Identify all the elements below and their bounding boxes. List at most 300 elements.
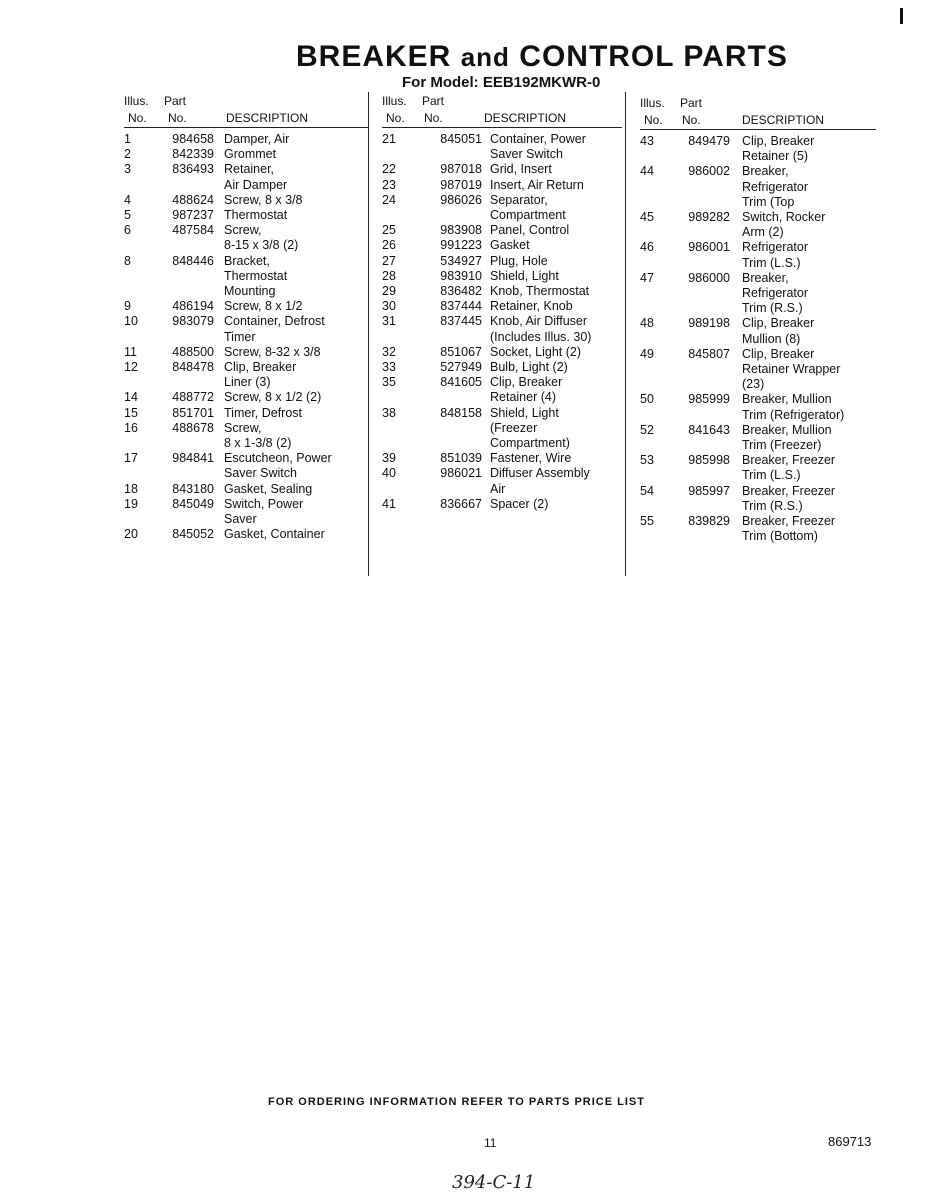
description-line: Bracket, xyxy=(224,253,270,268)
table-row xyxy=(382,178,627,193)
table-row xyxy=(640,210,880,240)
description-line: Refrigerator xyxy=(742,179,808,194)
illus-number: 35 xyxy=(382,375,396,390)
description-line: Screw, xyxy=(224,420,262,435)
description-line: Trim (Bottom) xyxy=(742,529,818,544)
part-description xyxy=(224,497,364,527)
table-row xyxy=(124,254,364,300)
part-description xyxy=(742,210,880,240)
part-number: 983908 xyxy=(440,223,482,238)
description-line: Breaker, Freezer xyxy=(742,453,836,468)
part-description xyxy=(490,254,627,269)
description-line: Grommet xyxy=(224,147,277,162)
part-number: 843180 xyxy=(172,481,214,496)
part-number: 841643 xyxy=(688,422,730,437)
header-part: Part xyxy=(422,94,445,108)
part-number: 983910 xyxy=(440,268,482,283)
part-description xyxy=(490,178,627,193)
description-line: Compartment) xyxy=(490,436,570,451)
description-line: Clip, Breaker xyxy=(224,360,297,375)
description-line: Clip, Breaker xyxy=(742,346,815,361)
description-line: Shield, Light xyxy=(490,268,559,283)
illus-number: 31 xyxy=(382,314,396,329)
table-row xyxy=(124,482,364,497)
description-line: (Includes Illus. 30) xyxy=(490,329,592,344)
part-number: 487584 xyxy=(172,223,214,238)
description-line: Insert, Air Return xyxy=(490,177,584,192)
part-description xyxy=(742,453,880,483)
part-description xyxy=(224,421,364,451)
description-line: Trim (Freezer) xyxy=(742,438,822,453)
description-line: Timer xyxy=(224,329,256,344)
illus-number: 5 xyxy=(124,208,131,223)
illus-number: 20 xyxy=(124,527,138,542)
header-rule xyxy=(124,127,368,128)
table-row xyxy=(382,284,627,299)
description-line: Gasket, Container xyxy=(224,527,325,542)
illus-number: 27 xyxy=(382,253,396,268)
page-title xyxy=(296,40,788,74)
part-number: 984841 xyxy=(172,451,214,466)
table-row xyxy=(382,466,627,496)
description-line: Thermostat xyxy=(224,268,288,283)
description-line: Breaker, Freezer xyxy=(742,483,836,498)
description-line: Screw, 8 x 1/2 (2) xyxy=(224,390,322,405)
table-row xyxy=(124,162,364,192)
illus-number: 48 xyxy=(640,316,654,331)
part-description xyxy=(490,466,627,496)
part-description xyxy=(224,299,364,314)
illus-number: 54 xyxy=(640,483,654,498)
illus-number: 19 xyxy=(124,496,138,511)
table-row xyxy=(382,254,627,269)
part-number: 851067 xyxy=(440,344,482,359)
part-number: 836667 xyxy=(440,496,482,511)
description-line: Container, Defrost xyxy=(224,314,325,329)
part-number: 989282 xyxy=(688,210,730,225)
header-part-no: No. xyxy=(168,111,187,125)
part-number: 985997 xyxy=(688,483,730,498)
description-line: Trim (R.S.) xyxy=(742,301,803,316)
illus-number: 26 xyxy=(382,238,396,253)
description-line: Trim (R.S.) xyxy=(742,498,803,513)
header-part-no: No. xyxy=(682,113,701,127)
part-description xyxy=(490,451,627,466)
part-number: 841605 xyxy=(440,375,482,390)
table-row xyxy=(640,271,880,317)
part-description xyxy=(224,208,364,223)
description-line: Spacer (2) xyxy=(490,496,549,511)
header-illus: Illus. xyxy=(382,94,407,108)
document-number: 869713 xyxy=(828,1134,872,1149)
description-line: Retainer (5) xyxy=(742,149,808,164)
part-number: 845052 xyxy=(172,527,214,542)
description-line: Panel, Control xyxy=(490,223,570,238)
part-description xyxy=(742,316,880,346)
table-row xyxy=(640,392,880,422)
illus-number: 39 xyxy=(382,451,396,466)
part-number: 486194 xyxy=(172,299,214,314)
table-row xyxy=(640,134,880,164)
illus-number: 22 xyxy=(382,162,396,177)
part-number: 986001 xyxy=(688,240,730,255)
illus-number: 11 xyxy=(124,344,137,359)
header-rule xyxy=(640,129,876,130)
illus-number: 1 xyxy=(124,132,131,146)
illus-number: 33 xyxy=(382,360,396,375)
part-description xyxy=(490,269,627,284)
part-description xyxy=(224,193,364,208)
illus-number: 15 xyxy=(124,405,138,420)
table-row xyxy=(124,193,364,208)
table-row xyxy=(124,314,364,344)
description-line: Breaker, xyxy=(742,164,789,179)
part-description xyxy=(742,484,880,514)
description-line: 8 x 1-3/8 (2) xyxy=(224,436,292,451)
description-line: Screw, 8 x 1/2 xyxy=(224,299,303,314)
part-number: 986000 xyxy=(688,270,730,285)
part-number: 986021 xyxy=(440,466,482,481)
part-description xyxy=(224,482,364,497)
table-row xyxy=(640,423,880,453)
description-line: (23) xyxy=(742,377,765,392)
part-description xyxy=(490,345,627,360)
description-line: Switch, Power xyxy=(224,496,304,511)
description-line: Refrigerator xyxy=(742,240,808,255)
part-number: 837444 xyxy=(440,299,482,314)
part-description xyxy=(490,314,627,344)
part-description xyxy=(742,392,880,422)
table-row xyxy=(124,223,364,253)
illus-number: 6 xyxy=(124,223,131,238)
title-control-parts: CONTROL PARTS xyxy=(519,40,788,73)
part-number: 987237 xyxy=(172,208,214,223)
header-no: No. xyxy=(644,113,663,127)
part-description xyxy=(490,299,627,314)
header-rule xyxy=(382,127,622,128)
illus-number: 38 xyxy=(382,405,396,420)
table-row xyxy=(382,223,627,238)
table-row xyxy=(124,345,364,360)
part-description xyxy=(490,406,627,452)
table-row xyxy=(124,390,364,405)
description-line: Switch, Rocker xyxy=(742,210,826,225)
part-number: 848446 xyxy=(172,253,214,268)
description-line: Saver xyxy=(224,512,257,527)
table-row xyxy=(382,360,627,375)
part-number: 987019 xyxy=(440,177,482,192)
part-description xyxy=(224,360,364,390)
table-row xyxy=(124,299,364,314)
table-row xyxy=(640,514,880,544)
illus-number: 16 xyxy=(124,420,138,435)
description-line: Separator, xyxy=(490,192,548,207)
part-description xyxy=(224,147,364,162)
table-row xyxy=(124,527,364,542)
table-row xyxy=(382,162,627,177)
table-row xyxy=(640,484,880,514)
title-and: and xyxy=(460,42,510,72)
page-number: 11 xyxy=(484,1136,497,1150)
description-line: Retainer (4) xyxy=(490,390,556,405)
illus-number: 55 xyxy=(640,514,654,529)
header-description: DESCRIPTION xyxy=(226,111,309,125)
part-number: 849479 xyxy=(688,134,730,148)
part-number: 845051 xyxy=(440,132,482,146)
description-line: Retainer, Knob xyxy=(490,299,573,314)
description-line: 8-15 x 3/8 (2) xyxy=(224,238,299,253)
illus-number: 44 xyxy=(640,164,654,179)
description-line: Breaker, xyxy=(742,270,789,285)
description-line: Damper, Air xyxy=(224,132,290,146)
description-line: Knob, Air Diffuser xyxy=(490,314,588,329)
description-line: Diffuser Assembly xyxy=(490,466,590,481)
description-line: Trim (Refrigerator) xyxy=(742,407,845,422)
part-number: 837445 xyxy=(440,314,482,329)
header-no: No. xyxy=(386,111,405,125)
header-illus: Illus. xyxy=(640,96,665,110)
part-description xyxy=(224,345,364,360)
part-number: 488678 xyxy=(172,420,214,435)
description-line: Clip, Breaker xyxy=(742,316,815,331)
illus-number: 49 xyxy=(640,346,654,361)
description-line: Thermostat xyxy=(224,208,288,223)
description-line: Mullion (8) xyxy=(742,331,801,346)
illus-number: 25 xyxy=(382,223,396,238)
column-divider-2 xyxy=(625,92,626,576)
description-line: Arm (2) xyxy=(742,225,784,240)
part-number: 989198 xyxy=(688,316,730,331)
description-line: Clip, Breaker xyxy=(490,375,563,390)
part-description xyxy=(224,254,364,300)
description-line: Bulb, Light (2) xyxy=(490,360,568,375)
table-row xyxy=(640,316,880,346)
part-description xyxy=(224,406,364,421)
illus-number: 2 xyxy=(124,147,131,162)
part-description xyxy=(490,497,627,512)
illus-number: 9 xyxy=(124,299,131,314)
part-description xyxy=(224,314,364,344)
part-number: 986026 xyxy=(440,192,482,207)
description-line: Timer, Defrost xyxy=(224,405,303,420)
part-number: 985998 xyxy=(688,453,730,468)
part-number: 985999 xyxy=(688,392,730,407)
part-description xyxy=(742,134,880,164)
illus-number: 21 xyxy=(382,132,396,146)
part-number: 848158 xyxy=(440,405,482,420)
description-line: Trim (L.S.) xyxy=(742,468,801,483)
description-line: Saver Switch xyxy=(224,466,297,481)
part-number: 851701 xyxy=(172,405,214,420)
description-line: Grid, Insert xyxy=(490,162,552,177)
part-description xyxy=(224,390,364,405)
table-row xyxy=(382,269,627,284)
table-row xyxy=(382,375,627,405)
description-line: Air xyxy=(490,481,506,496)
illus-number: 10 xyxy=(124,314,138,329)
table-row xyxy=(124,421,364,451)
description-line: Trim (L.S.) xyxy=(742,255,801,270)
description-line: (Freezer xyxy=(490,420,538,435)
illus-number: 40 xyxy=(382,466,396,481)
illus-number: 41 xyxy=(382,496,396,511)
table-row xyxy=(124,147,364,162)
table-row xyxy=(382,193,627,223)
description-line: Screw, xyxy=(224,223,262,238)
description-line: Container, Power xyxy=(490,132,586,146)
part-number: 527949 xyxy=(440,360,482,375)
description-line: Trim (Top xyxy=(742,194,795,209)
table-row xyxy=(640,347,880,393)
part-description xyxy=(224,527,364,542)
description-line: Plug, Hole xyxy=(490,253,548,268)
description-line: Breaker, Freezer xyxy=(742,514,836,529)
header-no: No. xyxy=(128,111,147,125)
table-row xyxy=(382,451,627,466)
illus-number: 52 xyxy=(640,422,654,437)
part-description xyxy=(490,193,627,223)
illus-number: 29 xyxy=(382,284,396,299)
table-row xyxy=(124,451,364,481)
illus-number: 3 xyxy=(124,162,131,177)
illus-number: 23 xyxy=(382,177,396,192)
illus-number: 30 xyxy=(382,299,396,314)
description-line: Compartment xyxy=(490,208,566,223)
table-row xyxy=(640,240,880,270)
part-number: 488624 xyxy=(172,192,214,207)
header-description: DESCRIPTION xyxy=(742,113,825,127)
illus-number: 43 xyxy=(640,134,654,148)
part-number: 848478 xyxy=(172,360,214,375)
description-line: Breaker, Mullion xyxy=(742,392,832,407)
description-line: Breaker, Mullion xyxy=(742,422,832,437)
description-line: Gasket, Sealing xyxy=(224,481,313,496)
header-part: Part xyxy=(164,94,187,108)
part-number: 986002 xyxy=(688,164,730,179)
ordering-footer: FOR ORDERING INFORMATION REFER TO PARTS PRICE LIST xyxy=(268,1096,645,1108)
part-number: 987018 xyxy=(440,162,482,177)
header-part: Part xyxy=(680,96,703,110)
handwritten-annotation xyxy=(448,1168,568,1194)
part-number: 534927 xyxy=(440,253,482,268)
illus-number: 47 xyxy=(640,270,654,285)
illus-number: 17 xyxy=(124,451,138,466)
part-description xyxy=(490,375,627,405)
table-row xyxy=(382,345,627,360)
header-part-no: No. xyxy=(424,111,443,125)
part-number: 836493 xyxy=(172,162,214,177)
illus-number: 4 xyxy=(124,192,131,207)
part-number: 488772 xyxy=(172,390,214,405)
illus-number: 32 xyxy=(382,344,396,359)
model-label: For Model: EEB192MKWR-0 xyxy=(402,74,601,91)
part-description xyxy=(490,223,627,238)
table-row xyxy=(382,238,627,253)
description-line: Clip, Breaker xyxy=(742,134,815,148)
table-row xyxy=(124,497,364,527)
description-line: Shield, Light xyxy=(490,405,559,420)
part-number: 488500 xyxy=(172,344,214,359)
illus-number: 53 xyxy=(640,453,654,468)
table-row xyxy=(124,132,364,147)
illus-number: 24 xyxy=(382,192,396,207)
part-description xyxy=(742,423,880,453)
table-row xyxy=(382,299,627,314)
description-line: Screw, 8-32 x 3/8 xyxy=(224,344,321,359)
part-description xyxy=(490,360,627,375)
table-row xyxy=(640,164,880,210)
description-line: Mounting xyxy=(224,284,276,299)
illus-number: 28 xyxy=(382,268,396,283)
header-illus: Illus. xyxy=(124,94,149,108)
description-line: Air Damper xyxy=(224,177,288,192)
margin-mark xyxy=(900,8,903,24)
part-description xyxy=(224,223,364,253)
table-row xyxy=(382,406,627,452)
part-number: 845807 xyxy=(688,346,730,361)
part-number: 845049 xyxy=(172,496,214,511)
part-number: 983079 xyxy=(172,314,214,329)
description-line: Gasket xyxy=(490,238,530,253)
header-description: DESCRIPTION xyxy=(484,111,567,125)
part-description xyxy=(742,271,880,317)
description-line: Retainer Wrapper xyxy=(742,362,841,377)
table-row xyxy=(124,360,364,390)
illus-number: 18 xyxy=(124,481,138,496)
illus-number: 46 xyxy=(640,240,654,255)
table-row xyxy=(382,132,627,162)
part-description xyxy=(490,284,627,299)
part-number: 991223 xyxy=(440,238,482,253)
illus-number: 12 xyxy=(124,360,138,375)
part-number: 839829 xyxy=(688,514,730,529)
column-divider-1 xyxy=(368,92,369,576)
part-description xyxy=(490,162,627,177)
table-row xyxy=(124,208,364,223)
part-description xyxy=(742,514,880,544)
description-line: Refrigerator xyxy=(742,286,808,301)
illus-number: 45 xyxy=(640,210,654,225)
part-description xyxy=(742,347,880,393)
title-breaker: BREAKER xyxy=(296,40,452,73)
description-line: Screw, 8 x 3/8 xyxy=(224,192,303,207)
description-line: Knob, Thermostat xyxy=(490,284,590,299)
description-line: Socket, Light (2) xyxy=(490,344,582,359)
part-description xyxy=(224,132,364,147)
part-description xyxy=(224,162,364,192)
description-line: Fastener, Wire xyxy=(490,451,572,466)
table-row xyxy=(382,314,627,344)
table-row xyxy=(124,406,364,421)
description-line: Saver Switch xyxy=(490,147,563,162)
part-description xyxy=(742,164,880,210)
part-number: 842339 xyxy=(172,147,214,162)
table-row xyxy=(382,497,627,512)
part-number: 851039 xyxy=(440,451,482,466)
part-description xyxy=(742,240,880,270)
table-row xyxy=(640,453,880,483)
description-line: Retainer, xyxy=(224,162,275,177)
description-line: Escutcheon, Power xyxy=(224,451,332,466)
part-description xyxy=(490,238,627,253)
illus-number: 8 xyxy=(124,253,131,268)
description-line: Liner (3) xyxy=(224,375,271,390)
part-description xyxy=(490,132,627,162)
part-number: 984658 xyxy=(172,132,214,146)
illus-number: 14 xyxy=(124,390,138,405)
part-number: 836482 xyxy=(440,284,482,299)
illus-number: 50 xyxy=(640,392,654,407)
